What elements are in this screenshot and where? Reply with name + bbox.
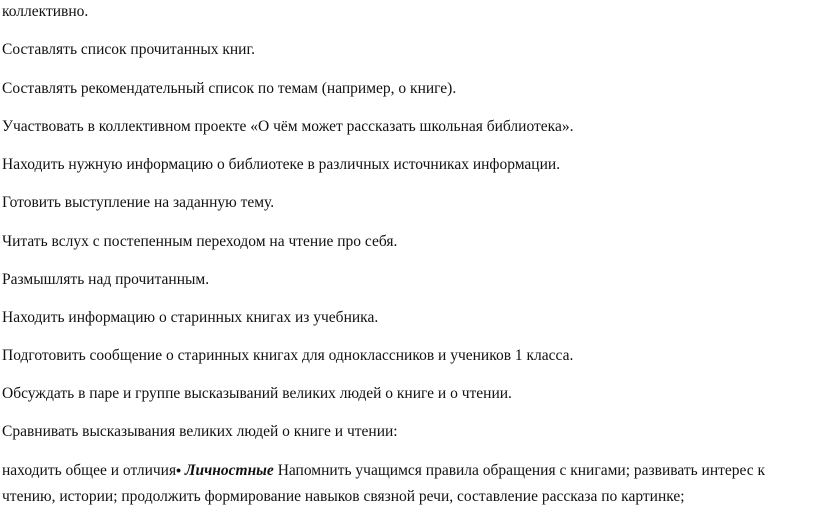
line-5: Готовить выступление на заданную тему. [2,194,275,211]
line-10: Обсуждать в паре и группе высказываний великих людей о книге и о чтении. [2,385,512,402]
line-2: Составлять рекомендательный список по темам (например, о книге). [2,80,457,97]
line-6: Читать вслух с постепенным переходом на чтение про себя. [2,233,398,250]
final-body-text: Напомнить учащимся правила обращения с книгами; развивать интерес к чтению, истории; продолжить формирование навыков связной речи, составление рассказа по картинке; [2,462,766,505]
final-lead-text: находить общее и отличия [2,462,177,479]
line-0: коллективно. [2,3,89,20]
bullet-icon: • [176,462,182,478]
line-9: Подготовить сообщение о старинных книгах для одноклассников и учеников 1 класса. [2,347,574,364]
line-1: Составлять список прочитанных книг. [2,41,255,58]
line-7: Размышлять над прочитанным. [2,271,210,288]
line-3: Участвовать в коллективном проекте «О чём может рассказать школьная библиотека». [2,118,574,135]
personal-results-paragraph [2,457,802,510]
line-4: Находить нужную информацию о библиотеке в различных источниках информации. [2,156,561,173]
line-11: Сравнивать высказывания великих людей о книге и чтении: [2,423,398,440]
section-heading-personal: Личностные [184,462,274,479]
line-8: Находить информацию о старинных книгах из учебника. [2,309,379,326]
